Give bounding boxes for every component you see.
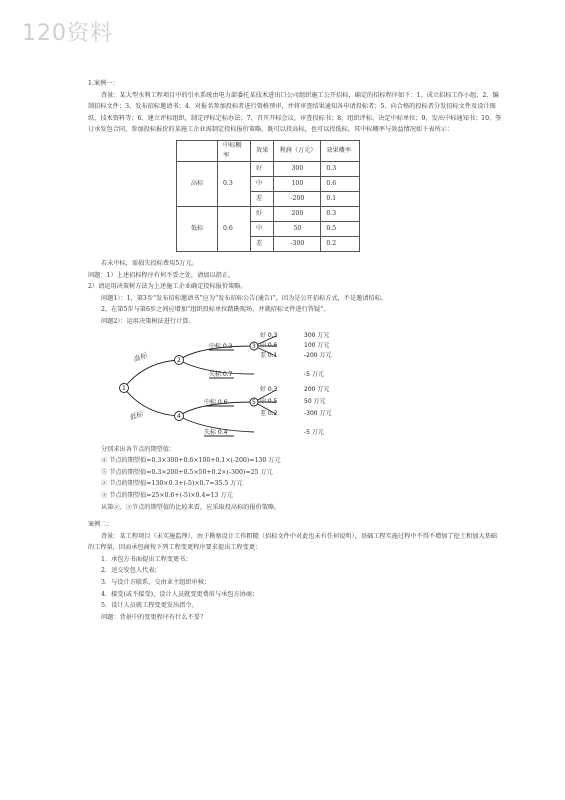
- calc-intro: 分别求出各节点的期望值：: [101, 445, 176, 453]
- high-win-label: 中标 0.3: [209, 342, 233, 350]
- effect-cell: 中: [251, 221, 274, 236]
- probability-table: [176, 140, 360, 252]
- profit-cell: -300: [274, 236, 321, 251]
- high-fail-label: 失标 0.7: [209, 370, 233, 378]
- case1-background: 背景：某大型水利工程项目中的引水系统由电力部委托某技术进出口公司组织施工公开招标，确定的招标程序如下：1、成立招标工作小组；2、编制招标文件；3、发布招标邀请书；4、对报名参加投标者进行资格预审，并将审查结果通知各申请投标者；5、向合格的投标者分发招标文件及设计图纸、技术资料等；6、建立评标组织，制定评标定标办法；7、召开开标会议，审查投标书；8、组织评标，决定中标单位；9、发出中标通知书；10、签订承发包合同，参加投标报价的某施工企业需制定投标报价策略。既可以投高标，也可以投低标，其中标概率与效益情况如下表所示：: [88, 91, 502, 134]
- high-outcome-label: 好 0.3: [260, 331, 278, 339]
- profit-cell: 200: [274, 206, 321, 221]
- case2-step: 4．接受(或不接受)，设计人员就变更费用与承包方协商；: [101, 590, 259, 598]
- document-body: [88, 78, 503, 623]
- case2-step: 5．设计人员就工程变更发出指令。: [101, 602, 198, 610]
- case2-background: 背景：某工程项目（未实施监理），由于勘察设计工作粗糙（招标文件中对此也未有任何说明），基础工程实施过程中不得不增加了挖土和加大基础的工程量，因而承包商按下列工程变更程序要求提出工程变更：: [88, 532, 497, 552]
- profit-cell: -200: [274, 191, 321, 206]
- conclusion: 从第②、③节点的期望值的比较来看，应采取投高标的报价策略。: [101, 503, 281, 511]
- low-outcome-label: 差 0.2: [260, 409, 278, 417]
- calc-line: ② 节点的期望值=130×0.3+(-5)×0.7=35.5 万元: [101, 480, 243, 488]
- case2-step: 3．与设计方联系，交由业主组织审核；: [101, 579, 211, 587]
- profit-cell: 300: [274, 161, 321, 176]
- effect-cell: 好: [251, 161, 274, 176]
- low-fail-label: 失标 0.4: [204, 428, 228, 436]
- case1-answer-2: 问题2）：运用决策树法进行计算。: [101, 317, 195, 325]
- low-win-node-label: 5: [252, 398, 256, 406]
- table-row: [177, 161, 360, 176]
- handwritten-high-label: 高标: [131, 351, 148, 364]
- high-win-node-label: 3: [252, 342, 256, 350]
- high-bid-node-label: 2: [177, 356, 181, 364]
- low-bid-node-label: 4: [177, 412, 181, 420]
- group-prob: 0.3: [218, 161, 251, 206]
- group-prob: 0.6: [218, 206, 251, 251]
- table-header-cell: 效果: [251, 140, 274, 161]
- effect-prob-cell: 0.3: [321, 206, 360, 221]
- effect-cell: 差: [251, 191, 274, 206]
- effect-cell: 中: [251, 176, 274, 191]
- high-fail-value: -5 万元: [304, 370, 324, 378]
- high-outcome-value: 100 万元: [304, 341, 330, 349]
- calc-line: ④ 节点的期望值=0.3×300+0.6×100+0.1×(-200)=130 万元: [101, 457, 281, 465]
- low-outcome-label: 中 0.5: [260, 397, 278, 405]
- low-fail-value: -5 万元: [304, 428, 324, 436]
- table-header-cell: 中标概率: [218, 140, 251, 161]
- low-outcome-label: 好 0.3: [260, 385, 278, 393]
- low-outcome-value: -300 万元: [304, 409, 332, 417]
- case1-title: 1.案例一：: [88, 80, 119, 87]
- calc-line: ③ 节点的期望值=25×0.6+(-5)×0.4=13 万元: [101, 491, 233, 499]
- low-outcome-value: 50 万元: [304, 397, 326, 405]
- high-outcome-label: 中 0.6: [260, 341, 278, 349]
- low-win-label: 中标 0.6: [204, 398, 228, 406]
- table-header-cell: 利润（万元）: [274, 140, 321, 161]
- case1-answer-1b: 2、在第5步与第6步之间应增加“组织投标单位踏勘现场，并就招标文件进行答疑”。: [101, 306, 330, 314]
- case1-answer-1a: 问题1）：1，第3步“发布招标邀请书”应为“发布招标公告(通告)”，因为是公开招标方式，不是邀请招标。: [101, 294, 388, 302]
- high-outcome-value: -200 万元: [304, 351, 332, 359]
- effect-prob-cell: 0.3: [321, 161, 360, 176]
- profit-cell: 100: [274, 176, 321, 191]
- effect-prob-cell: 0.2: [321, 236, 360, 251]
- effect-prob-cell: 0.1: [321, 191, 360, 206]
- handwritten-low-label: 低标: [128, 409, 144, 422]
- table-header-cell: 效果概率: [321, 140, 360, 161]
- table-header-row: [177, 140, 360, 161]
- effect-prob-cell: 0.5: [321, 221, 360, 236]
- case1-question-2: 2）请运用决策树方法为上述施工企业确定投标报价策略。: [88, 283, 247, 291]
- group-label: 低标: [177, 206, 218, 251]
- table-header-cell: [177, 140, 218, 161]
- group-label: 高标: [177, 161, 218, 206]
- effect-cell: 好: [251, 206, 274, 221]
- case2-step: 2．送交发包人代表；: [101, 567, 161, 575]
- table-row: [177, 206, 360, 221]
- case1-note: 若未中标，需损失投标费用5万元。: [101, 259, 198, 267]
- effect-cell: 差: [251, 236, 274, 251]
- watermark: 120资料: [22, 21, 113, 46]
- effect-prob-cell: 0.6: [321, 176, 360, 191]
- decision-tree: [104, 332, 374, 444]
- case2-title: 案例二：: [88, 521, 113, 529]
- high-outcome-value: 300 万元: [304, 331, 330, 339]
- calc-line: ⑤ 节点的期望值=0.3×200+0.5×50+0.2×(-300)=25 万元: [101, 468, 273, 476]
- case1-question-1: 问题：1）上述招标程序有何不妥之处，请加以指正。: [88, 271, 235, 279]
- profit-cell: 50: [274, 221, 321, 236]
- case2-question: 问题：背景中的变更程序有什么不妥？: [101, 613, 207, 621]
- case2-step: 1．承包方书面提出工程变更书；: [101, 555, 192, 563]
- root-node-label: 1: [122, 384, 126, 392]
- low-outcome-value: 200 万元: [304, 385, 330, 393]
- high-outcome-label: 差 0.1: [260, 351, 278, 359]
